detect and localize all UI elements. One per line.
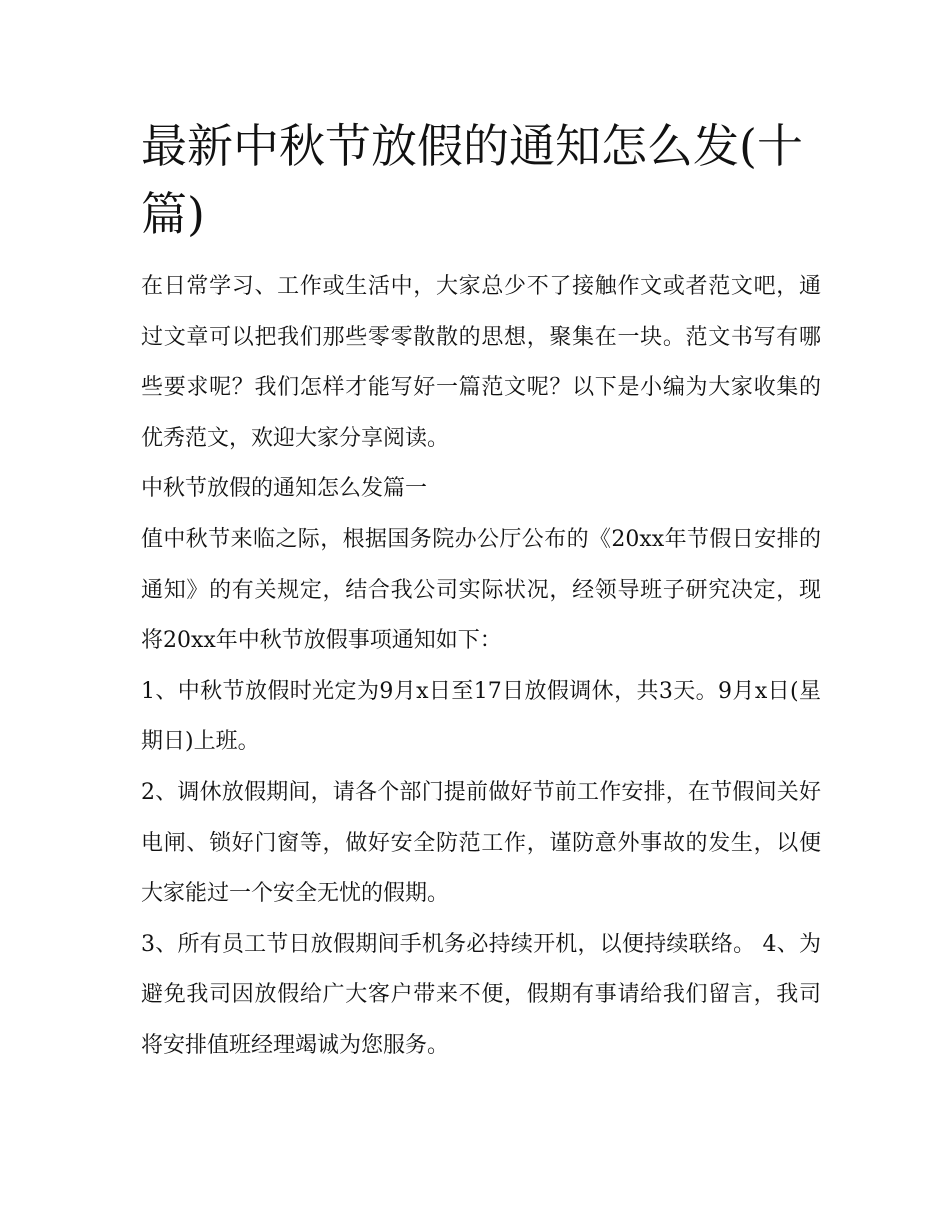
document-content [141, 112, 821, 1072]
document-body [141, 262, 821, 1072]
document-title: 最新中秋节放假的通知怎么发(十篇) [141, 119, 803, 241]
section-heading: 中秋节放假的通知怎么发篇一 [141, 476, 428, 502]
notice-paragraph: 值中秋节来临之际，根据国务院办公厅公布的《20xx年节假日安排的通知》的有关规定，结合我公司实际状况，经领导班子研究决定，现将20xx年中秋节放假事项通知如下： [141, 526, 821, 654]
notice-item-3: 3、所有员工节日放假期间手机务必持续开机，以便持续联络。 4、为避免我司因放假给广大客户带来不便，假期有事请给我们留言，我司将安排值班经理竭诚为您服务。 [141, 931, 821, 1058]
notice-item-1: 1、中秋节放假时光定为9月x日至17日放假调休，共3天。9月x日(星期日)上班。 [141, 678, 821, 755]
notice-item-2: 2、调休放假期间，请各个部门提前做好节前工作安排，在节假间关好电闸、锁好门窗等，做好安全防范工作，谨防意外事故的发生，以便大家能过一个安全无忧的假期。 [141, 779, 821, 907]
intro-paragraph: 在日常学习、工作或生活中，大家总少不了接触作文或者范文吧，通过文章可以把我们那些零零散散的思想，聚集在一块。范文书写有哪些要求呢？我们怎样才能写好一篇范文呢？以下是小编为大家收集的优秀范文，欢迎大家分享阅读。 [141, 274, 821, 451]
